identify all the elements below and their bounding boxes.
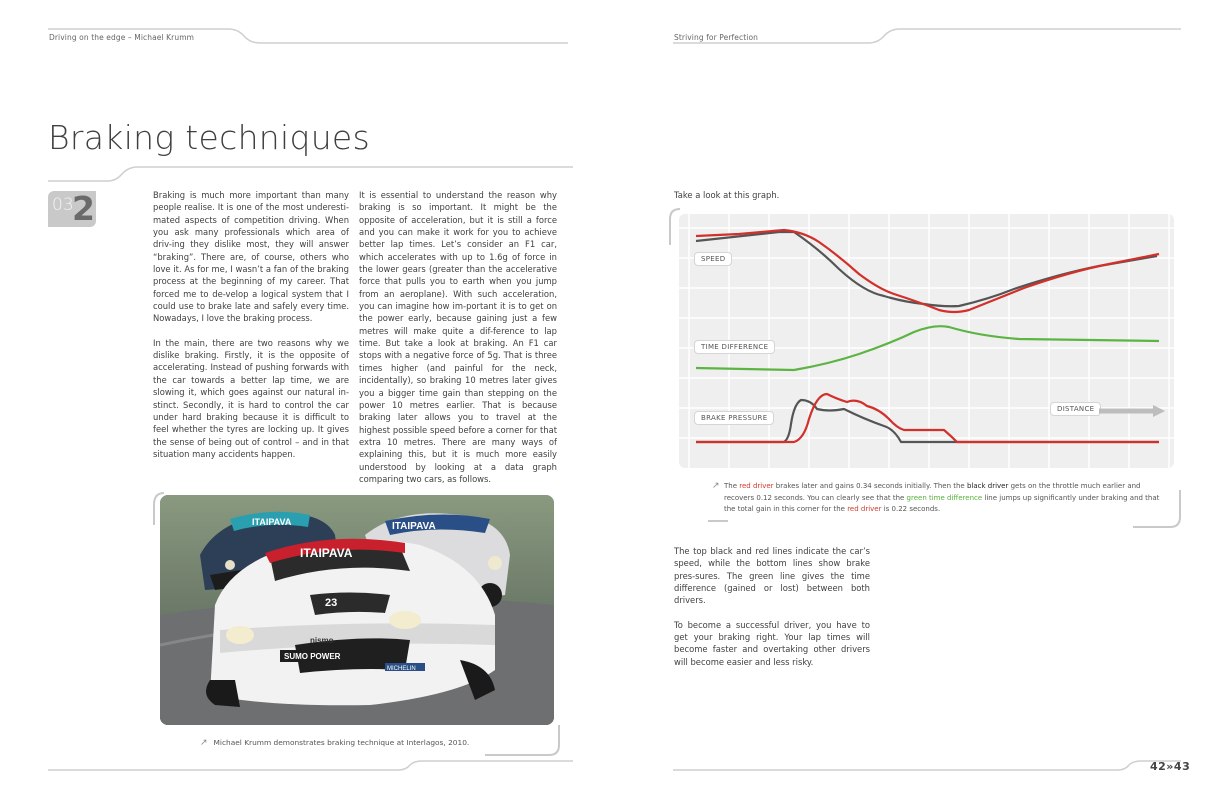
- car-number: 23: [325, 597, 338, 609]
- sponsor-text: ITAIPAVA: [252, 517, 292, 527]
- graph-intro: Take a look at this graph.: [674, 190, 780, 200]
- caption-arrow-icon: ↗: [200, 738, 208, 748]
- body-column-2: [359, 189, 557, 497]
- paragraph: To become a successful driver, you have to get your braking right. Your lap times will become faster and overtaking other drivers will become easier and less risky.: [674, 619, 870, 667]
- sponsor-text: ITAIPAVA: [392, 521, 436, 532]
- right-footer-rule: [673, 760, 1181, 776]
- chapter-big-number: 2: [72, 189, 95, 228]
- photo-caption: ↗ Michael Krumm demonstrates braking technique at Interlagos, 2010.: [200, 738, 470, 748]
- right-header-rule: [673, 28, 1181, 46]
- graph-caption: ↗ The red driver brakes later and gains 0.34 seconds initially. Then the black driver gets on the throttle much earlier and recovers 0.12 seconds. You can clearly see that the green time difference line jumps up significantly under braking and that the total gain in this corner for the red driver is 0.22 seconds.: [712, 481, 1160, 513]
- page-title: Braking techniques: [48, 118, 371, 157]
- red-driver-label: red driver: [847, 505, 882, 513]
- label-distance: DISTANCE: [1050, 402, 1101, 416]
- paragraph: Braking is much more important than many people realise. It is one of the most underesti-mated aspects of competition driving. When you ask many professionals which area of driv-ing they dislike most, they will answer “braking”. There are, of course, others who love it. As for me, I wasn’t a fan of the braking process at the beginning of my career. That forced me to de-velop a logical system that I could use to brake late and safely every time. Nowadays, I love the braking process.: [153, 190, 349, 324]
- label-brake-pressure: BRAKE PRESSURE: [694, 411, 774, 425]
- right-body-column: [674, 545, 870, 680]
- green-line-label: green time difference: [906, 493, 983, 502]
- sumo-text: SUMO POWER: [284, 652, 341, 661]
- right-running-head: Striving for Perfection: [674, 33, 758, 42]
- paragraph: The top black and red lines indicate the car’s speed, while the bottom lines show brake pres-sures. The green line gives the time difference (gained or lost) between both drivers.: [674, 546, 870, 606]
- race-photo: [160, 495, 554, 725]
- label-time-difference: TIME DIFFERENCE: [694, 340, 775, 354]
- sponsor-text: ITAIPAVA: [300, 546, 353, 560]
- chapter-badge: [48, 191, 96, 227]
- red-driver-label: red driver: [739, 482, 774, 490]
- nismo-text: nismo: [310, 636, 334, 645]
- paragraph: In the main, there are two reasons why we dislike braking. Firstly, it is the opposite of accelerating. Instead of pushing forwards with the car towards a better lap time, we are slowing it, which goes against our natural in-stinct. Secondly, it is hard to control the car under hard braking because it is difficult to feel whether the tyres are locking up. It gives the sense of being out of control – and in that situation many accidents happen.: [153, 337, 349, 459]
- chapter-small-number: 03: [52, 195, 74, 215]
- data-graph: [679, 214, 1174, 468]
- label-speed: SPEED: [694, 252, 732, 266]
- paragraph: It is essential to understand the reason why braking is so important. It might be the opposite of acceleration, but it is still a force and you can make it work for you to achieve better lap times. Let’s consider an F1 car, which accelerates with up to 1.6g of force in the lower gears (greater than the accelerative force that pulls you to earth when you jump from an aeroplane). With such acceleration, you can imagine how im-portant it is to get on the power early, because gaining just a few metres will make quite a dif-ference to lap time. But take a look at braking. An F1 car stops with a negative force of 5g. That is three times higher (and painful for the neck, incidentally), so braking 10 metres later gives you a bigger time gain than stepping on the power 10 metres earlier. That is because braking later allows you to travel at the highest possible speed before a corner for that extra 10 metres. There are many ways of explaining this, but it is much more easily understood by looking at a data graph comparing two cars, as follows.: [359, 190, 557, 484]
- body-column-1: [153, 189, 349, 472]
- michelin-text: MICHELIN: [387, 666, 416, 672]
- left-footer-rule: [48, 760, 573, 776]
- title-rule: [48, 164, 573, 184]
- left-running-head: Driving on the edge – Michael Krumm: [49, 33, 195, 42]
- left-header-rule: [48, 28, 568, 46]
- caption-arrow-icon: ↗: [712, 481, 720, 491]
- distance-arrow-icon: [1099, 404, 1169, 418]
- page-numbers: 42»43: [1150, 760, 1191, 773]
- black-driver-label: black driver: [966, 482, 1009, 490]
